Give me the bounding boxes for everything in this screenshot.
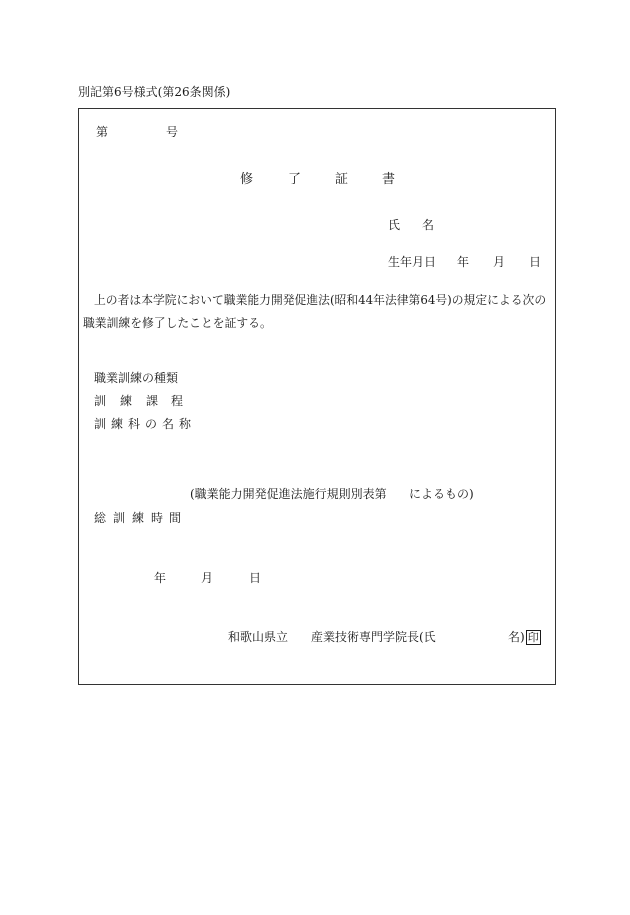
title-char: 修 [240, 172, 254, 187]
label-char: 総 [94, 511, 107, 525]
form-caption: 別記第6号様式(第26条関係) [78, 85, 231, 99]
number-prefix: 第 [96, 125, 109, 139]
label-char: 時 [151, 511, 164, 525]
label-char: 訓 [94, 417, 107, 431]
label-char: 練 [111, 417, 124, 431]
label-char: 訓 [94, 394, 107, 408]
label-char: 訓 [113, 511, 126, 525]
label-char: 課 [146, 394, 159, 408]
issuer-name-end-text: 名) [508, 630, 525, 644]
label-char: 間 [169, 511, 182, 525]
label-char: 名 [162, 417, 175, 431]
seal-mark: 印 [527, 631, 539, 644]
certification-text-line-2: 職業訓練を修了したことを証する。 [83, 316, 272, 330]
birthdate-day: 日 [529, 255, 542, 269]
label-char: 称 [179, 417, 192, 431]
birthdate-month: 月 [493, 255, 506, 269]
name-label-second: 名 [422, 218, 435, 232]
title-char: 了 [288, 172, 302, 187]
issuer-name-end [508, 630, 541, 645]
regulation-note: (職業能力開発促進法施行規則別表第 [190, 487, 387, 501]
training-type-label: 職業訓練の種類 [94, 371, 179, 385]
certification-text-line-1: 上の者は本学院において職業能力開発促進法(昭和44年法律第64号)の規定による次の [94, 293, 547, 307]
issue-date-year: 年 [154, 571, 167, 585]
birthdate-year: 年 [457, 255, 470, 269]
issue-date-day: 日 [249, 571, 262, 585]
label-char: 程 [171, 394, 184, 408]
label-char: 科 [128, 417, 141, 431]
label-char: 練 [120, 394, 133, 408]
birthdate-label: 生年月日 [388, 255, 437, 269]
number-suffix: 号 [166, 125, 179, 139]
regulation-note-end: によるもの) [409, 487, 474, 501]
label-char: の [145, 417, 158, 431]
issuer-prefecture: 和歌山県立 [228, 630, 289, 644]
label-char: 練 [132, 511, 145, 525]
title-char: 書 [382, 172, 396, 187]
issuer-school-title: 産業技術専門学院長(氏 [311, 630, 436, 644]
title-char: 証 [335, 172, 349, 187]
issue-date-month: 月 [201, 571, 214, 585]
name-label-first: 氏 [388, 218, 401, 232]
